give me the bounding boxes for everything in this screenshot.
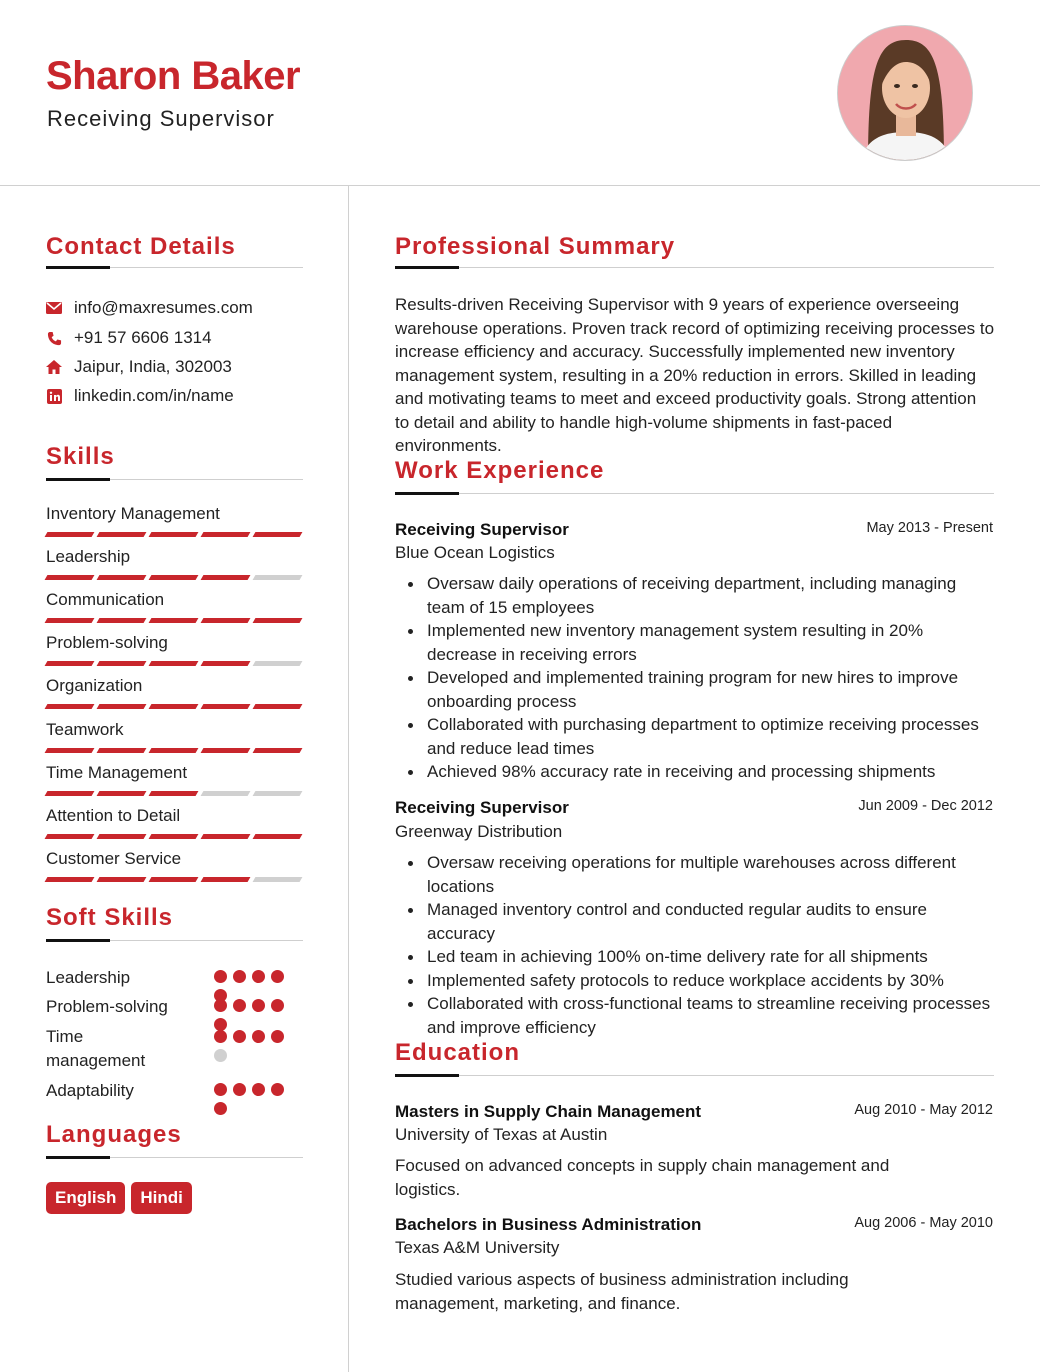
skill-level-segment [149, 791, 199, 796]
skill-level-segment [149, 532, 199, 537]
skill-level-segment [97, 661, 147, 666]
skill-level-segment [149, 748, 199, 753]
contact-phone-text: +91 57 6606 1314 [74, 328, 212, 347]
rating-dot [214, 1102, 227, 1115]
languages-heading: Languages [46, 1121, 182, 1148]
skill-level-segment [253, 661, 303, 666]
degree-dates: Aug 2010 - May 2012 [854, 1102, 993, 1118]
skill-name: Problem-solving [46, 633, 168, 653]
skill-level-segment [45, 661, 95, 666]
skill-level-segment [45, 834, 95, 839]
skill-level-bar [46, 877, 302, 882]
education-heading: Education [395, 1039, 521, 1066]
experience-heading-rule [395, 493, 994, 494]
rating-dot [214, 970, 227, 983]
skill-level-bar [46, 532, 302, 537]
skill-name: Customer Service [46, 848, 182, 868]
skill-level-segment [201, 532, 251, 537]
skill-level-segment [97, 834, 147, 839]
phone-icon [46, 330, 62, 346]
skill-name: Organization [46, 676, 143, 696]
candidate-name: Sharon Baker [46, 54, 301, 98]
rating-dot [271, 1083, 284, 1096]
job-bullet: Oversaw daily operations of receiving department, including managing team of 15 employees [427, 572, 997, 619]
soft-skill-name: Problem-solving [46, 997, 168, 1016]
skill-level-segment [97, 575, 147, 580]
skill-level-segment [45, 704, 95, 709]
education-heading-rule [395, 1075, 994, 1076]
soft-skill-rating [214, 970, 286, 1002]
skill-level-bar [46, 661, 302, 666]
job-bullet: Oversaw receiving operations for multiple warehouses across different locations [427, 851, 997, 898]
skill-level-segment [253, 791, 303, 796]
skill-level-segment [201, 877, 251, 882]
skill-level-bar [46, 748, 302, 753]
job-bullet: Collaborated with cross-functional teams to streamline receiving processes and improve efficiency [427, 992, 997, 1039]
job-bullet: Collaborated with purchasing department to optimize receiving processes and reduce lead times [427, 713, 997, 760]
candidate-title: Receiving Supervisor [47, 106, 275, 131]
soft-skill-name: Time management [46, 1027, 146, 1070]
skill-level-segment [253, 618, 303, 623]
rating-dot [233, 970, 246, 983]
rating-dot [214, 1083, 227, 1096]
soft-skill-rating [214, 1030, 286, 1062]
skill-level-segment [45, 575, 95, 580]
skill-level-segment [149, 834, 199, 839]
rating-dot [271, 1030, 284, 1043]
skill-level-segment [253, 834, 303, 839]
degree-title: Masters in Supply Chain Management [395, 1102, 702, 1121]
job-title: Receiving Supervisor [395, 798, 569, 817]
degree-school: Texas A&M University [395, 1238, 560, 1257]
skill-level-segment [149, 575, 199, 580]
skill-level-segment [97, 704, 147, 709]
job-bullets [427, 851, 997, 1039]
skills-heading: Skills [46, 443, 115, 470]
soft-skill-rating [214, 1083, 286, 1115]
skills-heading-rule [46, 479, 303, 480]
contact-linkedin-text: linkedin.com/in/name [74, 386, 234, 405]
job-dates: May 2013 - Present [866, 520, 993, 536]
job-company: Greenway Distribution [395, 822, 563, 841]
skill-row [46, 720, 302, 753]
skill-level-segment [253, 532, 303, 537]
skill-level-segment [201, 791, 251, 796]
home-icon [46, 359, 62, 375]
rating-dot [271, 970, 284, 983]
skill-level-segment [201, 575, 251, 580]
skill-level-bar [46, 834, 302, 839]
skill-row [46, 806, 302, 839]
skill-level-segment [201, 704, 251, 709]
skill-level-segment [149, 618, 199, 623]
profile-photo-illustration [838, 26, 973, 161]
skill-row [46, 676, 302, 709]
rating-dot [214, 1049, 227, 1062]
degree-title: Bachelors in Business Administration [395, 1215, 702, 1234]
contact-location-text: Jaipur, India, 302003 [74, 357, 232, 376]
skill-level-segment [97, 877, 147, 882]
soft-skill-name: Leadership [46, 968, 131, 987]
rating-dot [214, 999, 227, 1012]
experience-heading: Work Experience [395, 457, 605, 484]
degree-description: Studied various aspects of business administration including management, marketing, and finance. [395, 1270, 849, 1313]
soft-skills-heading-rule [46, 940, 303, 941]
skill-level-segment [201, 661, 251, 666]
skill-level-segment [201, 748, 251, 753]
skill-name: Attention to Detail [46, 805, 181, 825]
skill-level-segment [149, 877, 199, 882]
skill-level-segment [97, 618, 147, 623]
degree-dates: Aug 2006 - May 2010 [854, 1215, 993, 1231]
contact-heading-rule [46, 267, 303, 268]
languages-heading-rule [46, 1157, 303, 1158]
rating-dot [233, 1083, 246, 1096]
soft-skill-rating [214, 999, 286, 1031]
contact-email-text: info@maxresumes.com [74, 298, 253, 317]
job-bullet: Managed inventory control and conducted regular audits to ensure accuracy [427, 898, 997, 945]
skill-level-segment [253, 748, 303, 753]
skill-name: Teamwork [46, 719, 124, 739]
skill-level-segment [45, 618, 95, 623]
skill-level-bar [46, 704, 302, 709]
skill-level-segment [149, 661, 199, 666]
envelope-icon [46, 300, 62, 316]
skill-row [46, 504, 302, 537]
skill-level-bar [46, 791, 302, 796]
rating-dot [271, 999, 284, 1012]
job-title: Receiving Supervisor [395, 520, 569, 539]
skill-level-segment [45, 748, 95, 753]
skill-level-segment [45, 791, 95, 796]
soft-skill-name: Adaptability [46, 1081, 134, 1100]
contact-phone[interactable] [46, 328, 212, 348]
skill-level-segment [253, 704, 303, 709]
skill-level-segment [253, 575, 303, 580]
skill-level-bar [46, 575, 302, 580]
rating-dot [252, 1030, 265, 1043]
skill-row [46, 633, 302, 666]
skill-level-segment [45, 877, 95, 882]
skill-level-segment [201, 834, 251, 839]
skill-name: Inventory Management [46, 504, 220, 523]
degree-description: Focused on advanced concepts in supply chain management and logistics. [395, 1156, 890, 1199]
summary-heading: Professional Summary [395, 233, 676, 260]
skill-row [46, 547, 302, 580]
rating-dot [214, 1030, 227, 1043]
job-bullet: Implemented safety protocols to reduce workplace accidents by 30% [427, 969, 997, 993]
skill-name: Communication [46, 590, 165, 610]
rating-dot [252, 999, 265, 1012]
resume-header [0, 0, 1040, 186]
profile-photo [837, 25, 973, 161]
job-bullet: Achieved 98% accuracy rate in receiving and processing shipments [427, 760, 997, 784]
contact-linkedin[interactable] [46, 386, 234, 406]
job-bullet: Implemented new inventory management system resulting in 20% decrease in receiving errors [427, 619, 997, 666]
summary-text: Results-driven Receiving Supervisor with 9 years of experience overseeing warehouse operations. Proven track record of optimizing receiving processes to increase efficiency and accuracy. Successfully implemented new inventory management system, resulting in a 20% reduction in errors. Skilled in leading and motivating teams to meet and exceed productivity goals. Strong attention to detail and ability to handle high-volume shipments in fast-paced environments. [395, 295, 995, 455]
rating-dot [233, 999, 246, 1012]
linkedin-icon [46, 388, 62, 404]
skill-row [46, 590, 302, 623]
skill-level-bar [46, 618, 302, 623]
skill-row [46, 849, 302, 882]
rating-dot [233, 1030, 246, 1043]
skill-row [46, 763, 302, 796]
soft-skills-heading: Soft Skills [46, 904, 174, 931]
skill-name: Time Management [46, 762, 188, 782]
contact-heading: Contact Details [46, 233, 236, 260]
rating-dot [252, 1083, 265, 1096]
job-bullet: Developed and implemented training program for new hires to improve onboarding process [427, 666, 997, 713]
skill-level-segment [97, 532, 147, 537]
skill-name: Leadership [46, 547, 131, 567]
contact-email[interactable] [46, 298, 253, 318]
skill-level-segment [45, 532, 95, 537]
skill-level-segment [253, 877, 303, 882]
skill-level-segment [97, 791, 147, 796]
job-bullets [427, 572, 997, 784]
skill-level-segment [97, 748, 147, 753]
skill-level-segment [149, 704, 199, 709]
rating-dot [252, 970, 265, 983]
job-bullet: Led team in achieving 100% on-time delivery rate for all shipments [427, 945, 997, 969]
languages-list [46, 1182, 192, 1214]
summary-heading-rule [395, 267, 994, 268]
language-badge: English [46, 1182, 125, 1214]
job-company: Blue Ocean Logistics [395, 543, 555, 562]
skill-level-segment [201, 618, 251, 623]
degree-school: University of Texas at Austin [395, 1125, 608, 1144]
language-badge: Hindi [131, 1182, 192, 1214]
job-dates: Jun 2009 - Dec 2012 [858, 798, 993, 814]
contact-location [46, 357, 232, 377]
column-divider [348, 186, 349, 1372]
